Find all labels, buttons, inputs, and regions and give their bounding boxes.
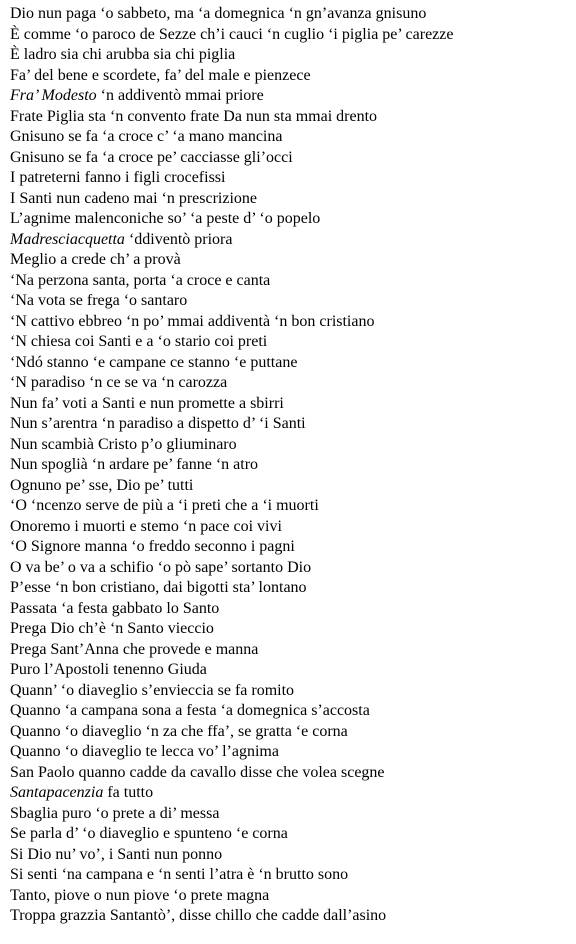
proverb-text: Se parla d’ ‘o diaveglio e spunteno ‘e corna [10, 825, 288, 842]
proverb-line [10, 517, 570, 538]
proverb-line [10, 865, 570, 886]
proverb-text: ‘n addiventò mmai priore [96, 87, 264, 104]
proverb-line [10, 558, 570, 579]
proverb-italic-name: Santapacenzia [10, 784, 104, 801]
proverb-text: I patreterni fanno i figli crocefissi [10, 169, 226, 186]
proverb-line [10, 230, 570, 251]
proverb-line [10, 271, 570, 292]
proverb-text: Nun scambià Cristo p’o gliuminaro [10, 435, 237, 453]
proverb-text: Quanno ‘a campana sona a festa ‘a domegnica s’accosta [10, 702, 370, 719]
proverb-line [10, 763, 570, 784]
proverb-text: Dio nun paga ‘o sabbeto, ma ‘a domegnica ‘n gn’avanza gnisuno [10, 5, 427, 22]
proverb-text: San Paolo quanno cadde da cavallo disse che volea scegne [10, 763, 385, 781]
proverb-line [10, 45, 570, 66]
proverb-line [10, 353, 570, 374]
proverb-text: ‘ddiventò priora [124, 230, 233, 248]
proverb-text: P’esse ‘n bon cristiano, dai bigotti sta’ lontano [10, 579, 307, 596]
proverb-text: Nun fa’ voti a Santi e nun promette a sbirri [10, 394, 284, 412]
proverb-text: Gnisuno se fa ‘a croce pe’ cacciasse gli’occi [10, 148, 293, 166]
proverb-line [10, 394, 570, 415]
proverb-text: Tanto, piove o nun piove ‘o prete magna [10, 886, 270, 904]
proverb-line [10, 906, 570, 927]
proverb-line [10, 148, 570, 169]
proverb-text: Fa’ del bene e scordete, fa’ del male e pienzece [10, 66, 311, 84]
proverb-line [10, 373, 570, 394]
proverb-line [10, 209, 570, 230]
proverb-line [10, 107, 570, 128]
proverb-text: ‘Na vota se frega ‘o santaro [10, 292, 188, 309]
proverb-line [10, 804, 570, 825]
proverb-text: ‘N paradiso ‘n ce se va ‘n carozza [10, 374, 228, 391]
proverb-text: Quann’ ‘o diaveglio s’envieccia se fa romito [10, 681, 295, 699]
proverb-line [10, 619, 570, 640]
proverb-line [10, 312, 570, 333]
proverb-line [10, 414, 570, 435]
proverb-text: L’agnime malenconiche so’ ‘a peste d’ ‘o popelo [10, 210, 321, 227]
proverb-text: Puro l’Apostoli tenenno Giuda [10, 661, 207, 678]
proverb-line [10, 86, 570, 107]
proverb-line [10, 250, 570, 271]
proverb-text: Frate Piglia sta ‘n convento frate Da nun sta mmai drento [10, 107, 378, 125]
proverb-text: ‘O ‘ncenzo serve de più a ‘i preti che a ‘i muorti [10, 497, 319, 514]
proverb-text: Quanno ‘o diaveglio ‘n za che ffa’, se gratta ‘e corna [10, 722, 348, 740]
proverb-italic-name: Fra’ Modesto [10, 87, 97, 104]
proverb-line [10, 4, 570, 25]
proverb-line [10, 476, 570, 497]
proverb-text: Si Dio nu’ vo’, i Santi nun ponno [10, 845, 223, 863]
proverb-text: È ladro sia chi arubba sia chi piglia [10, 46, 236, 63]
proverb-text: ‘O Signore manna ‘o freddo seconno i pagni [10, 538, 295, 555]
proverb-line [10, 127, 570, 148]
proverb-line [10, 886, 570, 907]
proverb-line [10, 332, 570, 353]
proverb-line [10, 722, 570, 743]
proverb-text: ‘Ndó stanno ‘e campane ce stanno ‘e puttane [10, 353, 298, 371]
proverb-line [10, 537, 570, 558]
proverb-line [10, 783, 570, 804]
proverb-text: O va be’ o va a schifio ‘o pò sape’ sortanto Dio [10, 558, 312, 576]
proverb-line [10, 599, 570, 620]
proverb-line [10, 496, 570, 517]
proverb-line [10, 578, 570, 599]
proverb-line [10, 640, 570, 661]
proverb-line [10, 681, 570, 702]
proverb-line [10, 660, 570, 681]
proverb-text: Meglio a crede ch’ a provà [10, 251, 181, 268]
proverb-text: Nun s’arentra ‘n paradiso a dispetto d’ ‘i Santi [10, 415, 306, 432]
proverb-line [10, 25, 570, 46]
proverb-text: fa tutto [103, 784, 154, 801]
proverb-text: Onoremo i muorti e stemo ‘n pace coi vivi [10, 517, 282, 535]
proverb-text: Prega Dio ch’è ‘n Santo vieccio [10, 620, 214, 637]
proverb-line [10, 742, 570, 763]
proverb-text: Si senti ‘na campana e ‘n senti l’atra è ‘n brutto sono [10, 866, 349, 883]
proverb-line [10, 66, 570, 87]
proverb-italic-name: Madresciacquetta [10, 230, 125, 248]
proverb-line [10, 435, 570, 456]
proverb-text: ‘Na perzona santa, porta ‘a croce e canta [10, 271, 271, 289]
proverb-text: Nun spoglià ‘n ardare pe’ fanne ‘n atro [10, 456, 259, 473]
proverb-text: Quanno ‘o diaveglio te lecca vo’ l’agnima [10, 743, 279, 760]
proverb-text: ‘N cattivo ebbreo ‘n po’ mmai addiventà ‘n bon cristiano [10, 312, 375, 330]
proverb-line [10, 824, 570, 845]
proverb-line [10, 845, 570, 866]
proverb-text: ‘N chiesa coi Santi e a ‘o stario coi preti [10, 333, 268, 350]
proverb-line [10, 189, 570, 210]
proverb-text: Troppa grazzia Santantò’, disse chillo che cadde dall’asino [10, 907, 387, 924]
proverb-line [10, 168, 570, 189]
proverb-line [10, 701, 570, 722]
proverb-text: Gnisuno se fa ‘a croce c’ ‘a mano mancina [10, 128, 283, 145]
proverb-text: Sbaglia puro ‘o prete a di’ messa [10, 804, 220, 822]
proverbs-list [10, 4, 570, 927]
proverb-line [10, 291, 570, 312]
proverb-text: È comme ‘o paroco de Sezze ch’i cauci ‘n cuglio ‘i piglia pe’ carezze [10, 25, 454, 43]
proverb-text: Ognuno pe’ sse, Dio pe’ tutti [10, 476, 194, 494]
proverb-text: I Santi nun cadeno mai ‘n prescrizione [10, 189, 258, 207]
proverb-line [10, 455, 570, 476]
proverb-text: Passata ‘a festa gabbato lo Santo [10, 599, 220, 617]
proverb-text: Prega Sant’Anna che provede e manna [10, 640, 259, 658]
